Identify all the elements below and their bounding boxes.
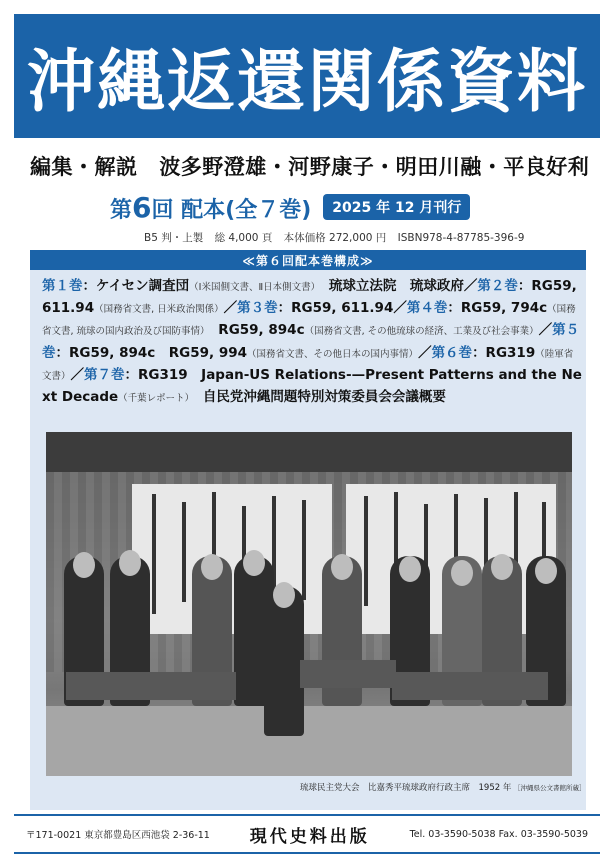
distribution-row [110,190,530,224]
vol4-text-2: RG59, 894c [204,322,305,339]
publisher-tel: Tel. 03-3590-5038 [409,828,496,840]
footer [14,814,600,854]
photo-figure-head [119,550,141,576]
photo-figure-head [243,550,265,576]
vol7-tail: 自民党沖縄問題特別対策委員会会議概要 [189,389,446,406]
publisher-name: 現代史料出版 [249,826,370,847]
vol5-note: （国務省文書、その他日本の国内事情） [247,348,419,360]
distribution-suffix: 回 配本(全７巻) [151,197,312,223]
publication-date-badge: 2025 年 12 月刊行 [323,194,470,220]
vol1-text: ：ケイセン調査団 [82,278,190,294]
vol7-note: （千葉レポート） [118,393,190,405]
vol6-tail: ／ [70,366,85,383]
photo-caption-text: 琉球民主党大会 比嘉秀平琉球政府行政主席 1952 年 [300,783,512,793]
spec-line [144,230,544,245]
historical-photo [46,432,572,776]
vol5-text: ：RG59, 894c RG59, 994 [55,344,248,361]
vol2-label: 第２巻 [477,278,518,294]
vol1-tail: 琉球立法院 琉球政府／ [315,278,478,294]
spec-isbn: ISBN978-4-87785-396-9 [397,232,525,244]
vol4-tail: ／ [538,322,553,339]
photo-figure-center [264,586,304,736]
photo-table-right [392,672,548,700]
vol3-label: 第３巻 [237,300,278,317]
photo-table-center [300,660,396,688]
vol1-note: （Ⅰ米国側文書、Ⅱ日本側文書） [189,282,316,293]
editors-line [30,151,600,181]
page-title: 沖縄返還関係資料 [26,42,587,122]
vol7-label: 第７巻 [84,366,125,383]
photo-figure-head [273,582,295,608]
photo-figure-head [451,560,473,586]
vol4-text: ：RG59, 794c [447,300,548,317]
photo-figure-head [331,554,353,580]
vol3-text: ：RG59, 611.94／ [277,300,407,317]
editors-label: 編集・解説 [30,155,138,179]
spec-pages: 総 4,000 頁 [214,232,273,244]
photo-caption [300,781,586,793]
vol2-note: （国務省文書, 日米政治関係） [94,304,224,316]
vol4-note-1: （国務省文書, 琉球の国内政治及び国防事情） [42,304,576,338]
vol2-tail: ／ [223,300,238,317]
distribution-prefix: 第 [110,197,133,223]
vol7-text: ：RG319 Japan-US Relations-—Present Patterns and the Next Decade [42,366,582,406]
photo-figure-head [73,552,95,578]
publisher-address: 〒171-0021 東京都豊島区西池袋 2-36-11 [26,830,210,841]
vol4-note-2: （国務省文書, その他琉球の経済、工業及び社会事業） [304,326,539,338]
contents-heading: ≪第６回配本巻構成≫ [30,250,586,270]
photo-figure-head [399,556,421,582]
publisher-fax: Fax. 03-3590-5039 [498,828,588,840]
vol5-label: 第５巻 [42,322,580,361]
title-band [14,14,600,138]
spec-price: 本体価格 272,000 円 [283,232,387,244]
vol4-label: 第４巻 [406,300,448,317]
photo-floor [46,706,572,776]
vol1-label: 第１巻 [42,278,83,294]
spec-format: B5 判・上製 [144,232,204,244]
vol6-text: ：RG319 [472,344,536,361]
vol5-tail: ／ [418,344,432,361]
editors-names: 波多野澄雄・河野康子・明田川融・平良好利 [159,155,590,179]
photo-figure-head [535,558,557,584]
vol6-label: 第６巻 [431,344,473,361]
vol2-text: ：RG59, 611.94 [42,278,577,317]
photo-table-left [66,672,236,700]
vol6-note: （陸軍省文書） [42,348,574,382]
volume-list [42,276,582,409]
publisher-contact [410,829,588,840]
photo-figure-head [201,554,223,580]
photo-figure-head [491,554,513,580]
distribution-number: 6 [132,190,152,224]
photo-credit: ［沖縄県公文書館所蔵］ [514,784,586,792]
distribution-title [110,191,311,224]
photo-ceiling [46,432,572,472]
